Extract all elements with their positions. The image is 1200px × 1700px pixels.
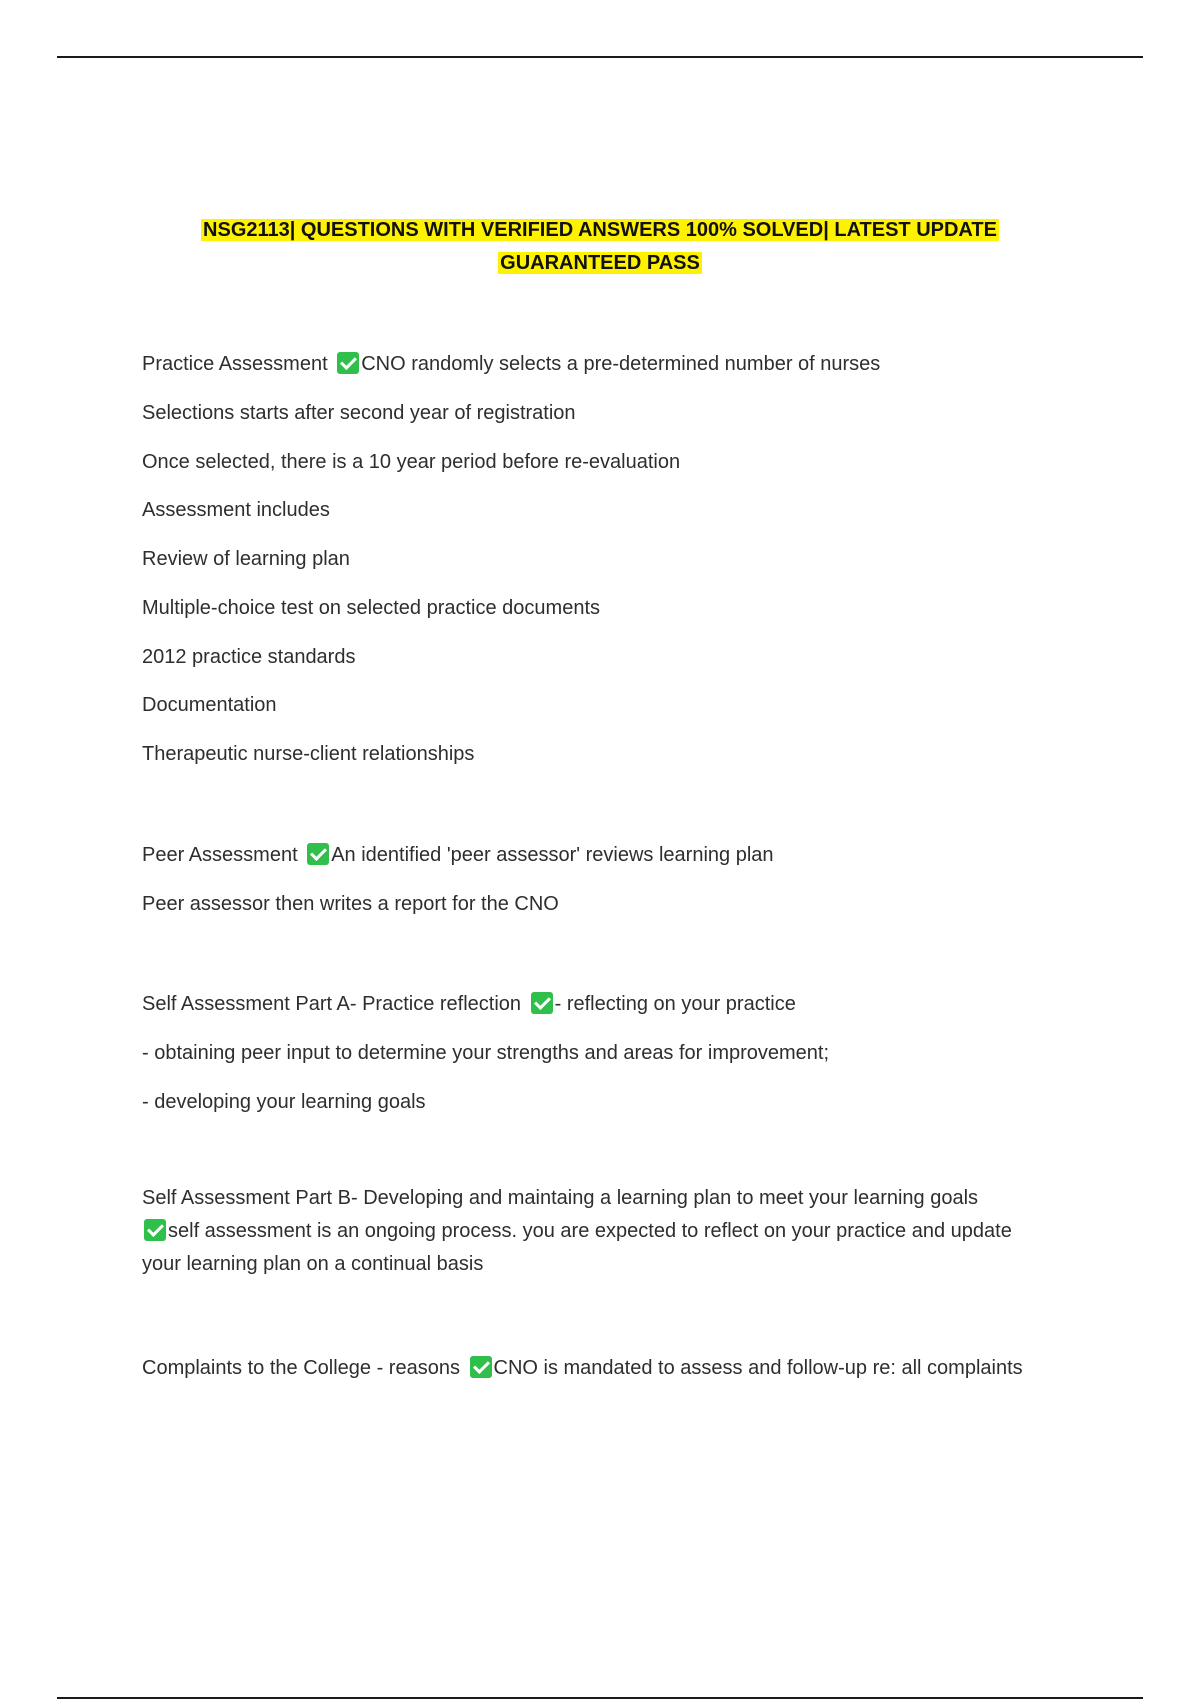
- detail-line: Selections starts after second year of registration: [142, 402, 576, 424]
- qa-entry-self-assessment-part-a: [142, 991, 796, 1017]
- question-term: Complaints to the College - reasons: [142, 1357, 460, 1379]
- qa-entry-self-assessment-part-b: [142, 1182, 1042, 1281]
- detail-line: - obtaining peer input to determine your strengths and areas for improvement;: [142, 1042, 830, 1064]
- detail-line: Assessment includes: [142, 499, 330, 521]
- top-rule: [57, 56, 1143, 58]
- detail-line: Once selected, there is a 10 year period before re-evaluation: [142, 451, 681, 473]
- detail-line: - developing your learning goals: [142, 1091, 426, 1113]
- answer-text: An identified 'peer assessor' reviews learning plan: [331, 844, 774, 866]
- checkmark-icon: [337, 352, 359, 374]
- question-term: Self Assessment Part B- Developing and maintaing a learning plan to meet your learning goals: [142, 1187, 979, 1209]
- detail-line: Multiple-choice test on selected practice documents: [142, 597, 601, 619]
- question-term: Practice Assessment: [142, 353, 328, 375]
- answer-text: CNO randomly selects a pre-determined number of nurses: [361, 353, 881, 375]
- checkmark-icon: [531, 992, 553, 1014]
- question-term: Self Assessment Part A- Practice reflection: [142, 993, 522, 1015]
- detail-line: Peer assessor then writes a report for the CNO: [142, 893, 559, 915]
- document-title: [120, 214, 1080, 280]
- checkmark-icon: [307, 843, 329, 865]
- detail-line: 2012 practice standards: [142, 646, 356, 668]
- question-term: Peer Assessment: [142, 844, 298, 866]
- checkmark-icon: [144, 1219, 166, 1241]
- detail-line: Therapeutic nurse-client relationships: [142, 743, 475, 765]
- qa-entry-complaints: [142, 1352, 1042, 1385]
- title-line-1: NSG2113| QUESTIONS WITH VERIFIED ANSWERS 100% SOLVED| LATEST UPDATE: [203, 219, 997, 241]
- title-line-2: GUARANTEED PASS: [500, 252, 700, 274]
- answer-text: CNO is mandated to assess and follow-up re: all complaints: [493, 1357, 1023, 1379]
- answer-text: - reflecting on your practice: [554, 993, 796, 1015]
- qa-entry-peer-assessment: [142, 842, 774, 868]
- checkmark-icon: [470, 1356, 492, 1378]
- bottom-rule: [57, 1697, 1143, 1699]
- answer-text: self assessment is an ongoing process. you are expected to reflect on your practice and update your learning plan on a continual basis: [142, 1220, 1012, 1275]
- detail-line: Review of learning plan: [142, 548, 350, 570]
- qa-entry-practice-assessment: [142, 351, 880, 377]
- detail-line: Documentation: [142, 694, 277, 716]
